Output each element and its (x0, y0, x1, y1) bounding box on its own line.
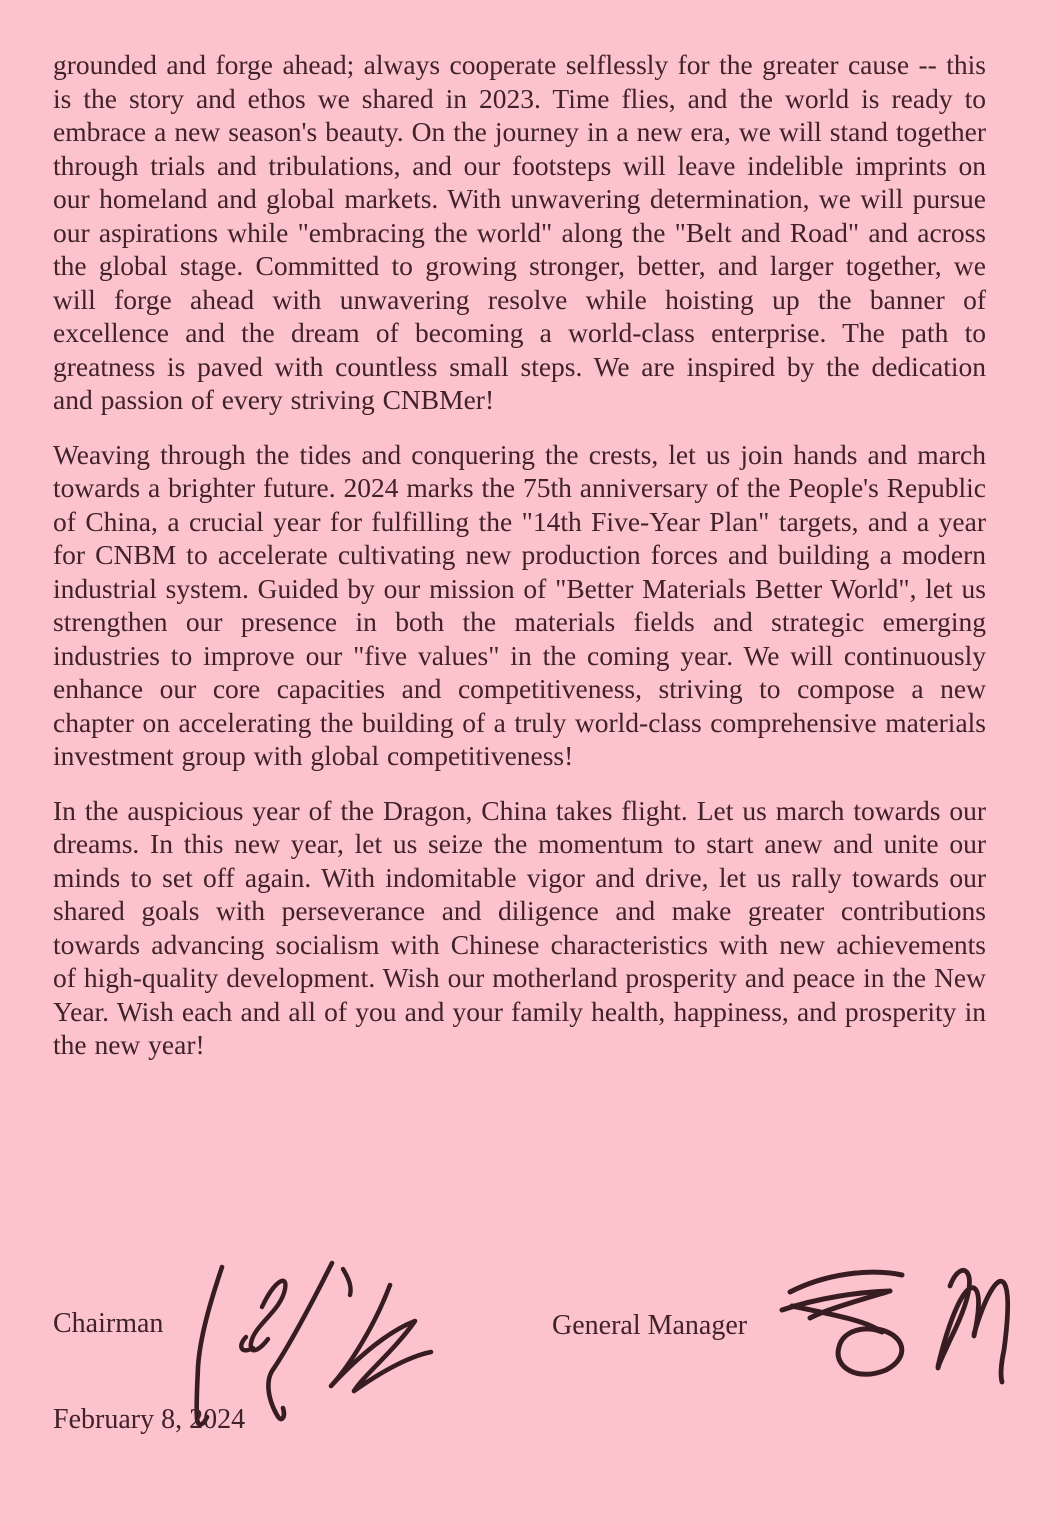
letter-date: February 8, 2024 (53, 1404, 246, 1435)
general-manager-signature-icon (770, 1258, 1022, 1390)
general-manager-title-label: General Manager (552, 1310, 748, 1341)
paragraph-1: grounded and forge ahead; always cooperate selflessly for the greater cause -- this is the story and ethos we shared in 2023. Time flies, and the world is ready to embrace a new season's beauty. On the journey in a new era, we will stand together through trials and tribulations, and our footsteps will leave indelible imprints on our homeland and global markets. With unwavering determination, we will pursue our aspirations while "embracing the world" along the "Belt and Road" and across the global stage. Committed to growing stronger, better, and larger together, we will forge ahead with unwavering resolve while hoisting up the banner of excellence and the dream of becoming a world-class enterprise. The path to greatness is paved with countless small steps. We are inspired by the dedication and passion of every striving CNBMer! (53, 49, 986, 415)
chairman-title-label: Chairman (53, 1308, 164, 1339)
paragraph-3: In the auspicious year of the Dragon, China takes flight. Let us march towards our dreams. In this new year, let us seize the momentum to start anew and unite our minds to set off again. With indomitable vigor and drive, let us rally towards our shared goals with perseverance and diligence and make greater contributions towards advancing socialism with Chinese characteristics with new achievements of high-quality development. Wish our motherland prosperity and peace in the New Year. Wish each and all of you and your family health, happiness, and prosperity in the new year! (53, 794, 986, 1060)
paragraph-2: Weaving through the tides and conquering the crests, let us join hands and march towards a brighter future. 2024 marks the 75th anniversary of the People's Republic of China, a crucial year for fulfilling the "14th Five-Year Plan" targets, and a year for CNBM to accelerate cultivating new production forces and building a modern industrial system. Guided by our mission of "Better Materials Better World", let us strengthen our presence in both the materials fields and strategic emerging industries to improve our "five values" in the coming year. We will continuously enhance our core capacities and competitiveness, striving to compose a new chapter on accelerating the building of a truly world-class comprehensive materials investment group with global competitiveness! (53, 438, 986, 771)
letter-body (53, 48, 986, 1083)
